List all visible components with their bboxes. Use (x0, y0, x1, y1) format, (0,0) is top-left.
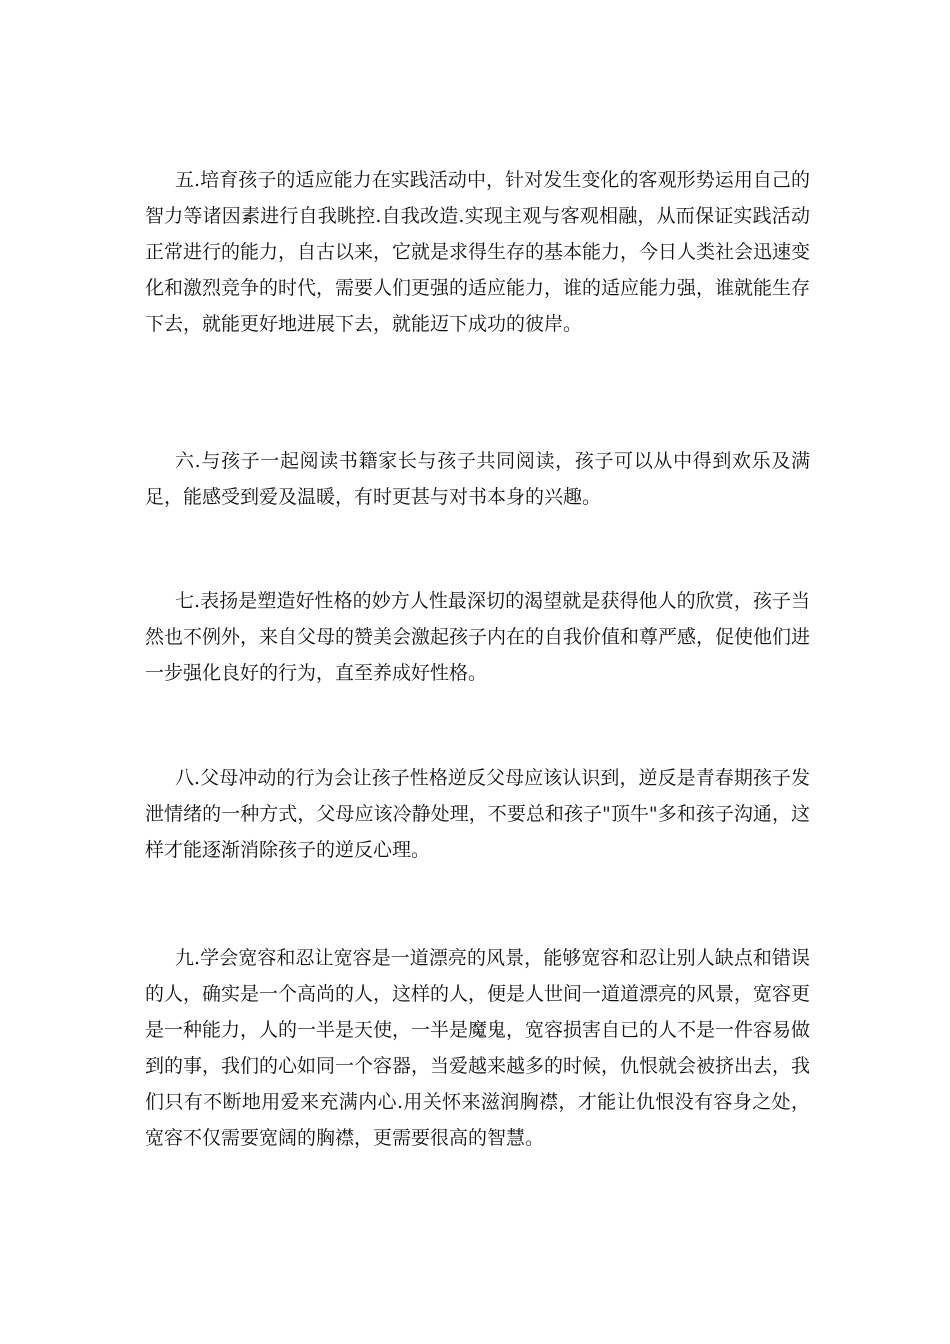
paragraph-section-7: 七.表扬是塑造好性格的妙方人性最深切的渴望就是获得他人的欣赏，孩子当然也不例外，来自父母的赞美会激起孩子内在的自我价值和尊严感，促使他们进一步强化良好的行为，直至养成好性格。 (145, 590, 811, 684)
paragraph-section-8: 八.父母冲动的行为会让孩子性格逆反父母应该认识到，逆反是青春期孩子发泄情绪的一种方式，父母应该冷静处理，不要总和孩子"顶牛"多和孩子沟通，这样才能逐渐消除孩子的逆反心理。 (145, 767, 810, 861)
paragraph-section-5: 五.培育孩子的适应能力在实践活动中，针对发生变化的客观形势运用自己的智力等诸因素进行自我眺控.自我改造.实现主观与客观相融，从而保证实践活动正常进行的能力，自古以来，它就是求得生存的基本能力，今日人类社会迅速变化和激烈竞争的时代，需要人们更强的适应能力，谁的适应能力强，谁就能生存下去，就能更好地进展下去，就能迈下成功的彼岸。 (145, 169, 811, 335)
paragraph-section-9: 九.学会宽容和忍让宽容是一道漂亮的风景，能够宽容和忍让别人缺点和错误的人，确实是一个高尚的人，这样的人，便是人世间一道道漂亮的风景，宽容更是一种能力，人的一半是天使，一半是魔鬼，宽容损害自已的人不是一件容易做到的事，我们的心如同一个容器，当爱越来越多的时候，仇恨就会被挤出去，我们只有不断地用爱来充满内心.用关怀来滋润胸襟，才能让仇恨没有容身之处，宽容不仅需要宽阔的胸襟，更需要很高的智慧。 (145, 947, 811, 1149)
paragraph-section-6: 六.与孩子一起阅读书籍家长与孩子共同阅读，孩子可以从中得到欢乐及满足，能感受到爱及温暖，有时更甚与对书本身的兴趣。 (145, 450, 810, 508)
